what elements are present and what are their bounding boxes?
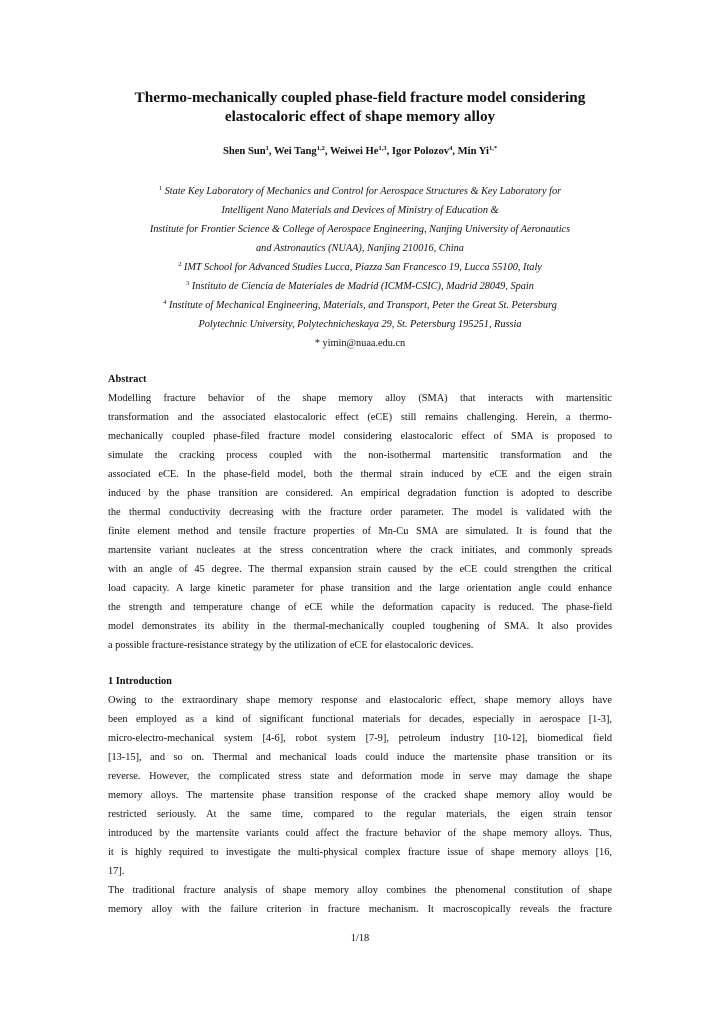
author-affil-sup: 1,* <box>488 145 498 152</box>
abstract-section <box>108 370 612 655</box>
author-affil-sup: 4 <box>449 145 453 152</box>
author-name: Min Yi <box>457 146 489 157</box>
affiliation-2 <box>108 258 612 277</box>
author-affil-sup: 1,3 <box>378 145 387 152</box>
introduction-heading: 1 Introduction <box>108 676 172 687</box>
affiliation-1-line: Intelligent Nano Materials and Devices of Ministry of Education & <box>221 205 499 216</box>
text-line: memory alloy with the failure criterion in fracture mechanism. It macroscopically reveals the fracture <box>108 904 612 915</box>
text-line: load capacity. A large kinetic parameter for phase transition and the large orientation angle could enhance <box>108 583 612 594</box>
affiliation-1-line: Institute for Frontier Science & College of Aerospace Engineering, Nanjing University of Aeronautics <box>149 224 571 235</box>
text-line: introduced by the martensite variants could affect the fracture behavior of the shape memory alloys. Thus, <box>108 828 612 839</box>
text-line: with an angle of 45 degree. The thermal expansion strain caused by the eCE could strengthen the critical <box>108 564 612 575</box>
text-line: Modelling fracture behavior of the shape memory alloy (SMA) that interacts with martensitic <box>108 393 612 404</box>
author-name: Shen Sun <box>222 146 266 157</box>
affil-text: IMT School for Advanced Studies Lucca, Piazza San Francesco 19, Lucca 55100, Italy <box>183 262 542 273</box>
text-line: finite element method and tensile fracture properties of Mn-Cu SMA are simulated. It is found that the <box>108 526 612 537</box>
text-line: been employed as a kind of significant functional materials for decades, especially in aerospace [1-3], <box>108 714 612 725</box>
author-affil-sup: 1 <box>265 145 269 152</box>
text-line: induced by the phase transition are considered. An empirical degradation function is adopted to describe <box>108 488 612 499</box>
text-line: it is highly required to investigate the multi-physical complex fracture issue of shape memory alloys [16, <box>108 847 612 858</box>
affil-text: Institute of Mechanical Engineering, Materials, and Transport, Peter the Great St. Petersburg <box>168 300 557 311</box>
text-line: mechanically coupled phase-filed fracture model considering elastocaloric effect of SMA is proposed to <box>108 431 612 442</box>
author-name: Igor Polozov <box>391 146 450 157</box>
title-line-2: elastocaloric effect of shape memory alloy <box>224 108 496 125</box>
page-number: 1/18 <box>350 933 370 944</box>
affil-text: State Key Laboratory of Mechanics and Control for Aerospace Structures & Key Laboratory for <box>164 186 562 197</box>
text-line: memory alloys. The martensite phase transition response of the cracked shape memory alloy would be <box>108 790 612 801</box>
text-line: restricted seriously. At the same time, compared to the regular materials, the eigen strain tensor <box>108 809 612 820</box>
affil-marker: 2 <box>178 261 182 268</box>
author-name: Weiwei He <box>329 146 379 157</box>
introduction-body <box>108 691 612 919</box>
author-name: Wei Tang <box>274 146 317 157</box>
affiliation-1-line <box>108 182 612 201</box>
text-line: Owing to the extraordinary shape memory response and elastocaloric effect, shape memory alloys have <box>108 695 612 706</box>
text-line: transformation and the associated elastocaloric effect (eCE) still remains challenging. Herein, a thermo- <box>108 412 612 423</box>
author-list: Shen Sun$^1$, Wei Tang$^{1,2}$, Weiwei He$^{1,3}$, Igor Polozov$^4$, Min $Yi^{1,*}$ <box>222 145 498 157</box>
text-line: The traditional fracture analysis of shape memory alloy combines the phenomenal constitution of shape <box>108 885 612 896</box>
affiliation-list <box>108 182 612 353</box>
corresponding-email[interactable]: * yimin@nuaa.edu.cn <box>314 338 406 349</box>
affil-text: Instituto de Ciencia de Materiales de Madrid (ICMM-CSIC), Madrid 28049, Spain <box>191 281 534 292</box>
text-line: simulate the cracking process coupled with the non-isothermal martensitic transformation and the <box>108 450 612 461</box>
text-line: micro-electro-mechanical system [4-6], robot system [7-9], petroleum industry [10-12], biomedical field <box>108 733 612 744</box>
text-line: model demonstrates its ability in the thermal-mechanically coupled toughening of SMA. It also provides <box>108 621 612 632</box>
paper-title <box>108 88 612 126</box>
affiliation-3 <box>108 277 612 296</box>
text-line: the thermal conductivity decreasing with the fracture order parameter. The model is validated with the <box>108 507 612 518</box>
text-line: [13-15], and so on. Thermal and mechanical loads could induce the martensite phase transition or its <box>108 752 612 763</box>
affiliation-1-line: and Astronautics (NUAA), Nanjing 210016, China <box>256 243 464 254</box>
text-line: 17]. <box>108 866 125 877</box>
author-affil-sup: 1,2 <box>316 145 325 152</box>
affil-marker: 3 <box>186 280 190 287</box>
introduction-section <box>108 672 612 919</box>
text-line: reverse. However, the complicated stress state and deformation mode in serve may damage the shape <box>108 771 612 782</box>
affil-marker: 1 <box>158 185 163 192</box>
title-line-1: Thermo-mechanically coupled phase-field fracture model considering <box>134 89 586 106</box>
abstract-body <box>108 389 612 655</box>
affiliation-4-line <box>108 296 612 315</box>
affiliation-4-line: Polytechnic University, Polytechnicheskaya 29, St. Petersburg 195251, Russia <box>198 319 522 330</box>
text-line: associated eCE. In the phase-field model, both the thermal strain induced by eCE and the eigen strain <box>108 469 612 480</box>
abstract-heading: Abstract <box>108 374 147 385</box>
text-line: the strength and temperature change of eCE while the deformation capacity is reduced. The phase-field <box>108 602 612 613</box>
text-line: martensite variant nucleates at the stress concentration where the crack initiates, and commonly spreads <box>108 545 612 556</box>
affil-marker: 4 <box>163 299 167 306</box>
text-line: a possible fracture-resistance strategy by the utilization of eCE for elastocaloric devices. <box>108 640 474 651</box>
